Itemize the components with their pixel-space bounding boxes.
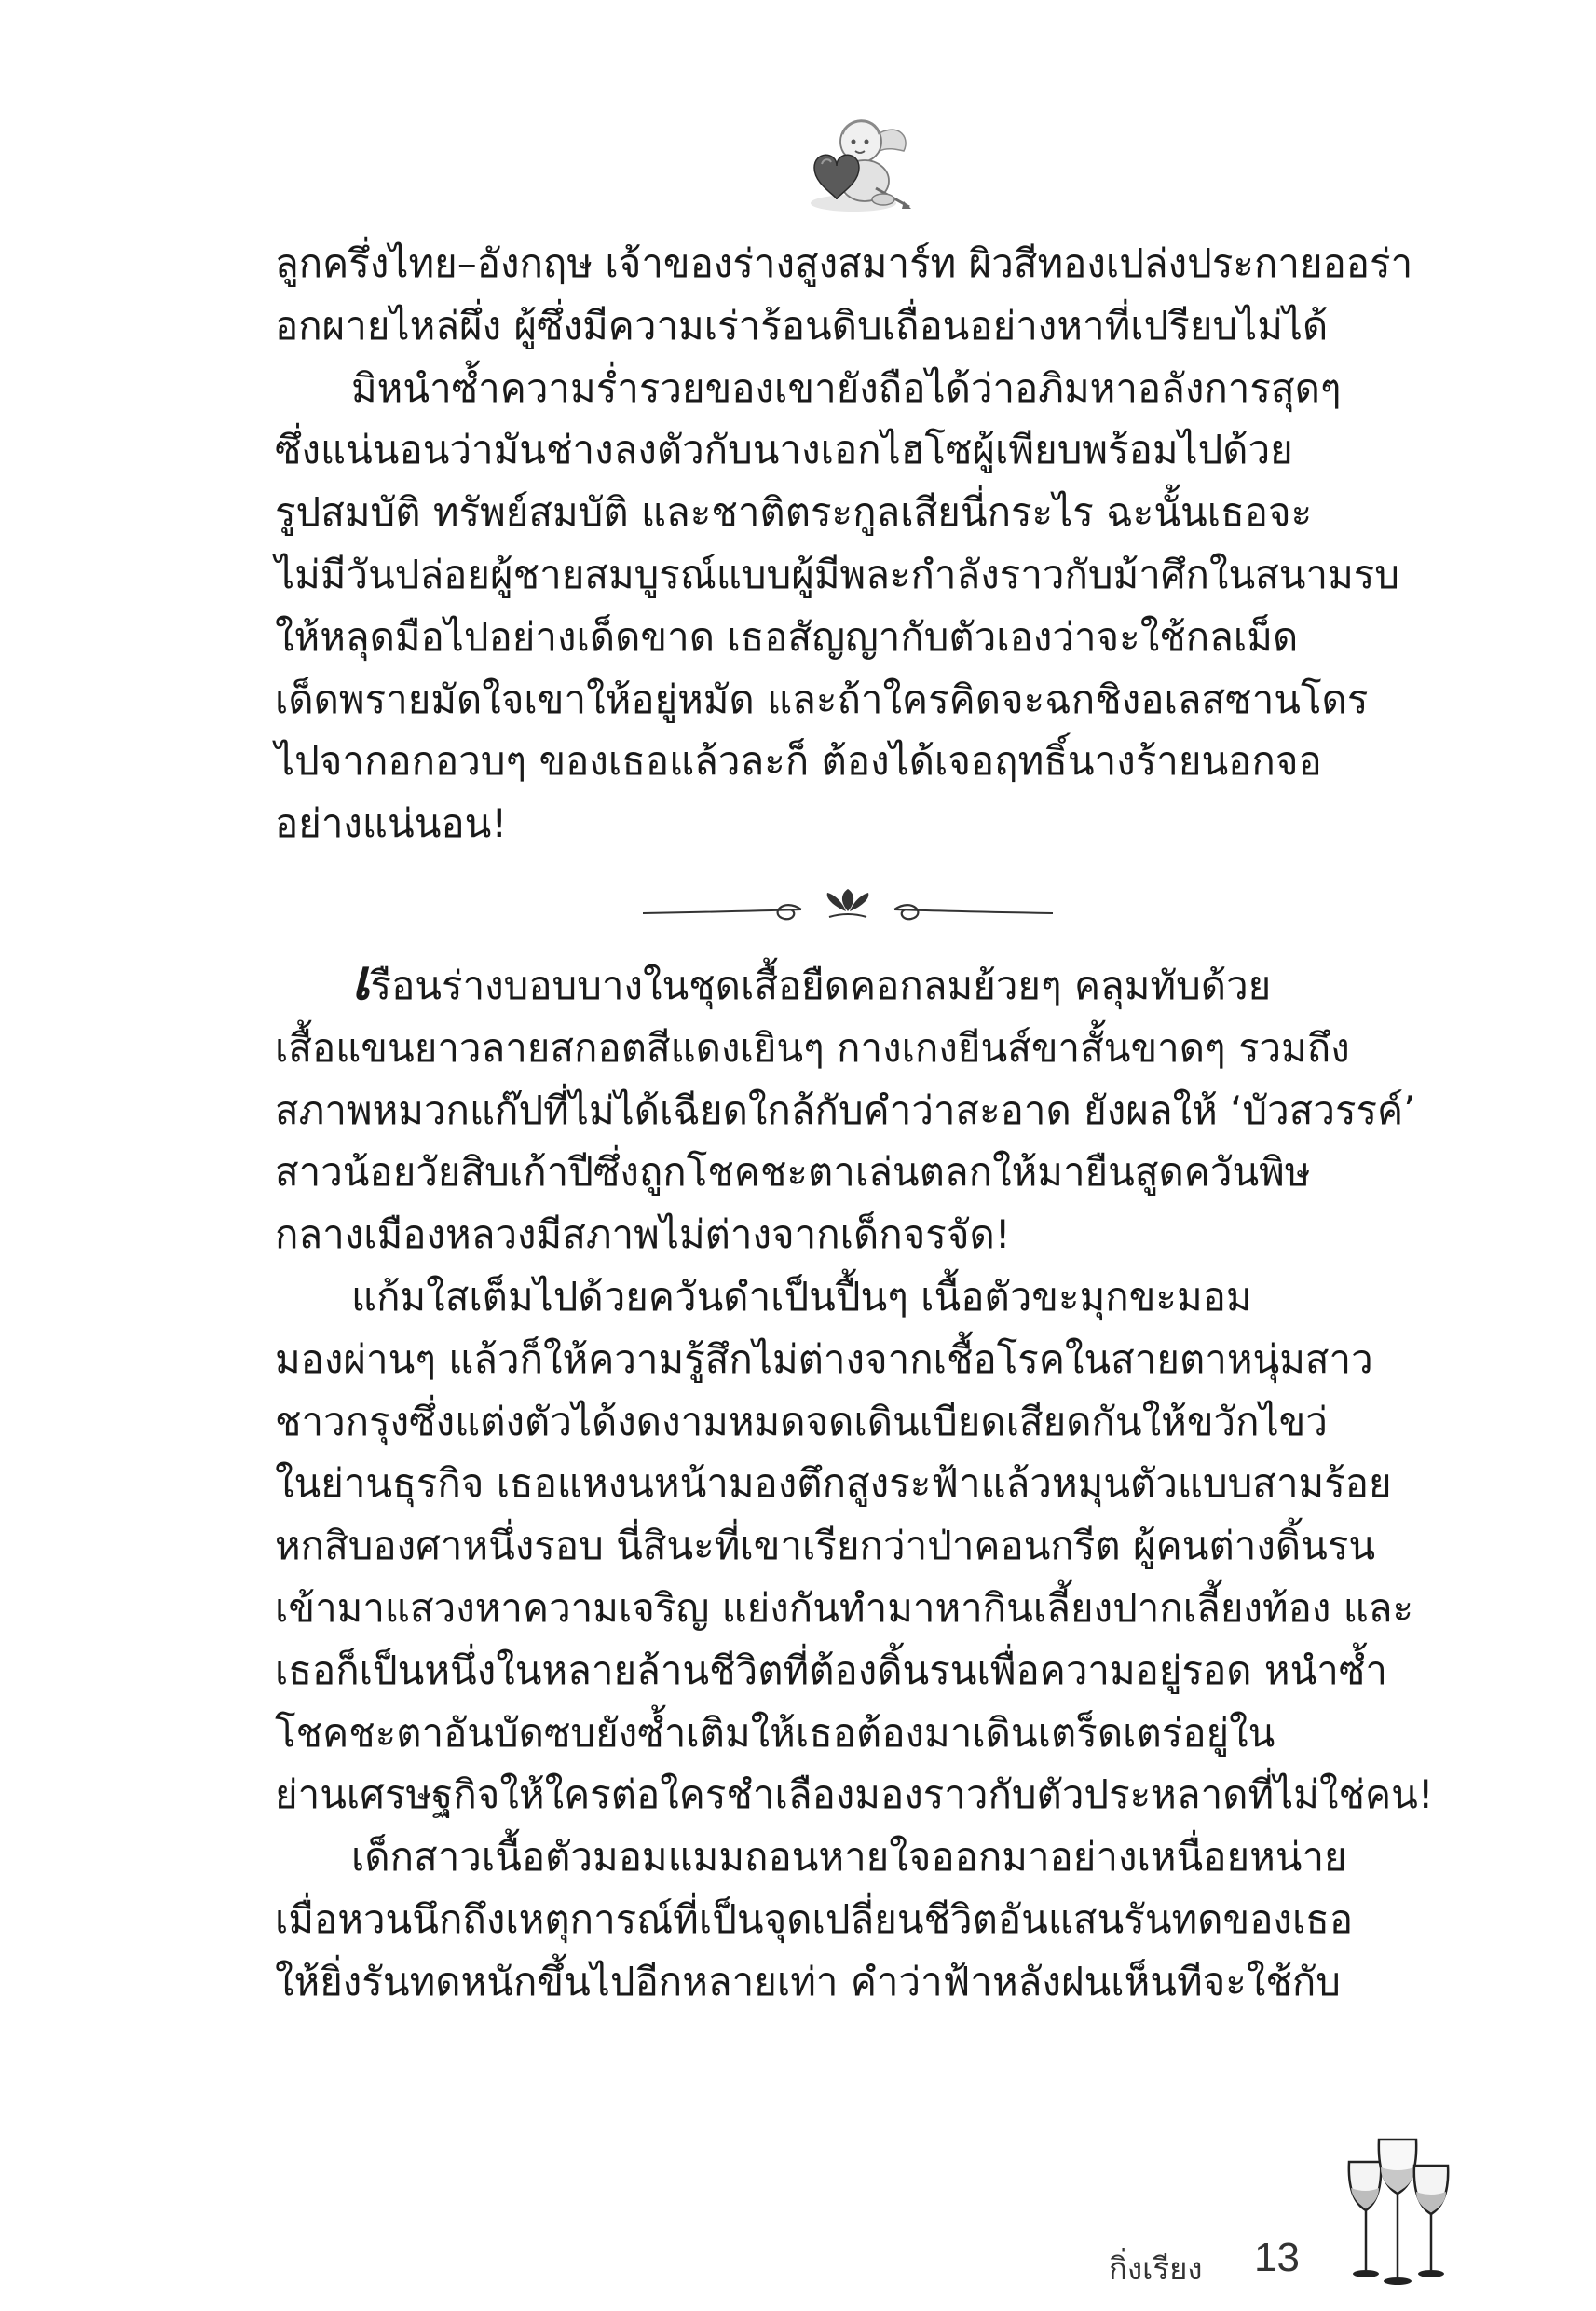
text-line: เมื่อหวนนึกถึงเหตุการณ์ที่เป็นจุดเปลี่ยนชีวิตอันแสนรันทดของเธอ bbox=[275, 1895, 1354, 1942]
text-line: กลางเมืองหลวงมีสภาพไม่ต่างจากเด็กจรจัด! bbox=[275, 1211, 1011, 1258]
text-block-bottom bbox=[275, 948, 1439, 2014]
text-line: เธอก็เป็นหนึ่งในหลายล้านชีวิตที่ต้องดิ้นรนเพื่อความอยู่รอด หนำซ้ำ bbox=[275, 1647, 1387, 1693]
text-line: ลูกครึ่งไทย–อังกฤษ เจ้าของร่างสูงสมาร์ท ผิวสีทองเปล่งประกายออร่า bbox=[275, 240, 1413, 286]
text-line: สภาพหมวกแก๊ปที่ไม่ได้เฉียดใกล้กับคำว่าสะอาด ยังผลให้ ‘บัวสวรรค์’ bbox=[275, 1087, 1416, 1133]
text-line: รูปสมบัติ ทรัพย์สมบัติ และชาติตระกูลเสียนี่กระไร ฉะนั้นเธอจะ bbox=[275, 489, 1313, 536]
text-line: มิหนำซ้ำความร่ำรวยของเขายังถือได้ว่าอภิมหาอลังการสุดๆ bbox=[351, 364, 1342, 411]
text-line: โชคชะตาอันบัดซบยังซ้ำเติมให้เธอต้องมาเดินเตร็ดเตร่อยู่ใน bbox=[275, 1709, 1275, 1756]
text-line: ย่านเศรษฐกิจให้ใครต่อใครชำเลืองมองราวกับตัวประหลาดที่ไม่ใช่คน! bbox=[275, 1771, 1434, 1818]
text-line: มองผ่านๆ แล้วก็ให้ความรู้สึกไม่ต่างจากเชื้อโรคในสายตาหนุ่มสาว bbox=[275, 1335, 1373, 1382]
wine-glasses-icon bbox=[1342, 2134, 1453, 2288]
text-line: เด็ดพรายมัดใจเขาให้อยู่หมัด และถ้าใครคิดจะฉกชิงอเลสซานโดร bbox=[275, 676, 1369, 722]
text-line: สาวน้อยวัยสิบเก้าปีซึ่งถูกโชคชะตาเล่นตลกให้มายืนสูดควันพิษ bbox=[275, 1149, 1311, 1196]
text-line: รือนร่างบอบบางในชุดเสื้อยืดคอกลมย้วยๆ คลุมทับด้วย bbox=[370, 963, 1272, 1008]
page-number: 13 bbox=[1254, 2235, 1300, 2280]
text-block-top bbox=[275, 233, 1439, 855]
drop-cap: เ bbox=[351, 948, 371, 1013]
book-title: กิ่งเรียง bbox=[1109, 2250, 1203, 2287]
text-line: หกสิบองศาหนึ่งรอบ นี่สินะที่เขาเรียกว่าป่าคอนกรีต ผู้คนต่างดิ้นรน bbox=[275, 1523, 1376, 1569]
text-line: เด็กสาวเนื้อตัวมอมแมมถอนหายใจออกมาอย่างเหนื่อยหน่าย bbox=[351, 1834, 1347, 1880]
text-line: ซึ่งแน่นอนว่ามันช่างลงตัวกับนางเอกไฮโซผู้เพียบพร้อมไปด้วย bbox=[275, 427, 1293, 473]
text-line: อกผายไหล่ผึ่ง ผู้ซึ่งมีความเร่าร้อนดิบเถื่อนอย่างหาที่เปรียบไม่ได้ bbox=[275, 302, 1329, 349]
text-line: อย่างแน่นอน! bbox=[275, 800, 508, 847]
text-line: ให้หลุดมือไปอย่างเด็ดขาด เธอสัญญากับตัวเองว่าจะใช้กลเม็ด bbox=[275, 613, 1299, 660]
text-line: ไปจากอกอวบๆ ของเธอแล้วละก็ ต้องได้เจอฤทธิ์นางร้ายนอกจอ bbox=[275, 738, 1322, 785]
flourish-divider-icon bbox=[643, 883, 1053, 939]
text-line: เสื้อแขนยาวลายสกอตสีแดงเยินๆ กางเกงยีนส์ขาสั้นขาดๆ รวมถึง bbox=[275, 1024, 1350, 1071]
cupid-heart-icon bbox=[794, 110, 913, 220]
text-line: แก้มใสเต็มไปด้วยควันดำเป็นปื้นๆ เนื้อตัวขะมุกขะมอม bbox=[351, 1273, 1252, 1320]
text-line: ชาวกรุงซึ่งแต่งตัวได้งดงามหมดจดเดินเบียดเสียดกันให้ขวักไขว่ bbox=[275, 1398, 1328, 1444]
text-line: ในย่านธุรกิจ เธอแหงนหน้ามองตึกสูงระฟ้าแล้วหมุนตัวแบบสามร้อย bbox=[275, 1460, 1392, 1507]
text-line-first bbox=[275, 948, 1439, 1018]
text-line: ไม่มีวันปล่อยผู้ชายสมบูรณ์แบบผู้มีพละกำลังราวกับม้าศึกในสนามรบ bbox=[275, 551, 1399, 597]
text-line: เข้ามาแสวงหาความเจริญ แย่งกันทำมาหากินเลี้ยงปากเลี้ยงท้อง และ bbox=[275, 1584, 1414, 1631]
text-line: ให้ยิ่งรันทดหนักขึ้นไปอีกหลายเท่า คำว่าฟ้าหลังฝนเห็นทีจะใช้กับ bbox=[275, 1958, 1341, 2004]
